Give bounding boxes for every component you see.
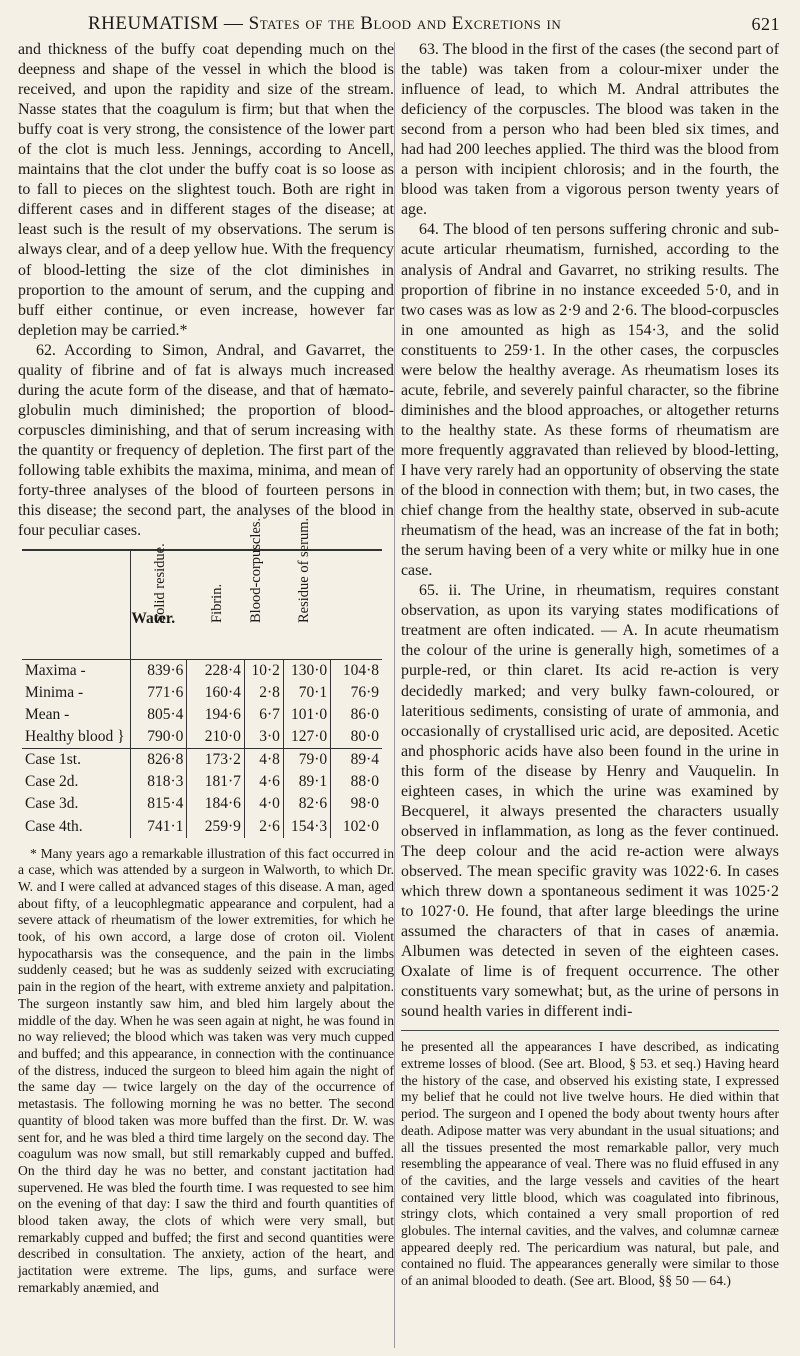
paragraph-65: 65. ii. The Urine, in rheumatism, requires constant observation, as upon its varying states modifications of treatment are often indicated. — A. In acute rheumatism the colour of the urine is generally high, sometimes of a purple-red, or thin claret. Its acid re-action is very decidedly marked; and very bulky fawn-coloured, or lateritious sediments, consisting of urate of ammonia, and occasionally of crystallised uric acid, are deposited. Acetic and phosphoric acids have also been found in the urine in this form of the disease by Henry and Vauquelin. In eighteen cases, in which the urine was examined by Becquerel, it always presented the characters usually observed in inflammation, as long as the fever continued. The deep colour and the acid re-action were always observed. The mean specific gravity was 1022·6. In cases which threw down a spontaneous sediment it was 1025·2 to 1027·0. He found, that after large bleedings the urine assumed the characters of that in cases of anæmia. Albumen was detected in seven of the eighteen cases. Oxalate of lime is of frequent occurrence. The other constituents vary somewhat; but, as the urine of persons in sound health varies in different indi- bbox=[401, 582, 779, 1021]
left-column bbox=[18, 40, 394, 1297]
column-header-water: Water. bbox=[131, 550, 187, 660]
footnote-left bbox=[18, 846, 394, 1297]
blood-analysis-table bbox=[22, 518, 382, 837]
table-corner bbox=[22, 550, 131, 660]
table-row: Healthy blood } 790·0 210·0 3·0 127·0 80·0 bbox=[22, 726, 382, 749]
footnote-rule bbox=[401, 1030, 779, 1031]
column-header-solid-residue: Solid residue. bbox=[187, 550, 245, 660]
paragraph-64: 64. The blood of ten persons suffering chronic and sub-acute articular rheumatism, furnished, according to the analysis of Andral and Gavarret, no striking results. The proportion of fibrine in no instance exceeded 5·0, and in two cases was as low as 2·9 and 2·6. The blood-corpuscles in one amounted as high as 154·3, and the solid constituents to 259·1. In the other cases, the corpuscles were below the healthy average. As rheumatism loses its acute, febrile, and severely painful character, so the fibrine diminishes and the blood approaches, or altogether returns to the healthy state. As these forms of rheumatism are more frequently aggravated than relieved by blood-letting, I have very rarely had an opportunity of observing the state of the blood in connection with them; but, in two cases, the chief change from the healthy state, observed in sub-acute rheumatism of the head, was an increase of the fat in both; the serum having been of a very white or milky hue in one case. bbox=[401, 221, 779, 580]
footnote-right bbox=[401, 1039, 779, 1290]
column-divider bbox=[394, 42, 395, 1348]
table-row: Case 3d. 815·4 184·6 4·0 82·6 98·0 bbox=[22, 793, 382, 815]
table-row: Case 2d. 818·3 181·7 4·6 89·1 88·0 bbox=[22, 771, 382, 793]
page-number: 621 bbox=[751, 13, 780, 34]
footnote-text: * Many years ago a remarkable illustration of this fact occurred in a case, which was attended by a surgeon in Walworth, to which Dr. W. and I were called at advanced stages of this disease. A man, aged about fifty, of a leucophlegmatic appearance and corpulent, had a severe attack of rheumatism of the lower extremities, for which he took, of his own accord, a large dose of croton oil. Violent hypocatharsis was the consequence, and the pain in the limbs suddenly ceased; but he was as suddenly seized with excruciating pain in the region of the heart, with extreme anxiety and palpitation. The surgeon instantly saw him, and bled him largely about the middle of the day. When he was seen again at night, he was found in no way relieved; the blood which was taken was very much cupped and buffed; and this appearance, in connection with the continuance of the distress, induced the surgeon to bleed him again the night of the same day — twice largely on the day of the occurrence of metastasis. The following morning he was no better. The second quantity of blood taken was more buffed than the first. Dr. W. was sent for, and he was bled a third time largely on the second day. The coagulum was now small, but still remarkably cupped and buffed. On the third day he was no better, and constant jactitation had supervened. He was bled the fourth time. I was requested to see him on the evening of that day: I saw the third and fourth quantities of blood taken away, the clots of which were very small, but remarkably cupped and buffed; the first and second quantities were described in consultation. The anxiety, action of the heart, and jactitation were extreme. The lips, gums, and surface were remarkably anæmied, and bbox=[18, 845, 394, 1295]
table-header-row bbox=[22, 550, 382, 660]
footnote-continuation: he presented all the appearances I have described, as indicating extreme losses of blood. (See art. Blood, § 53. et seq.) Having heard the history of the case, and observed his existing state, I expressed my belief that he could not live twelve hours. He died within that period. The surgeon and I opened the body about twenty hours after death. Adipose matter was very abundant in the usual situations; and all the tissues presented the most remarkable pallor, very much resembling the appearance of veal. There was no fluid effused in any of the cavities, and the large vessels and cavities of the heart contained very little blood, which was coagulated into fibrinous, stringy clots, which contained a very small proportion of red globules. The internal cavities, and the valves, and columnæ carneæ appeared deeply red. The pericardium was natural, but pale, and contained no fluid. The appearances generally were similar to those of an animal blooded to death. (See art. Blood, §§ 50 — 64.) bbox=[401, 1039, 779, 1289]
column-header-fibrin: Fibrin. bbox=[244, 550, 283, 660]
right-column bbox=[401, 40, 779, 1290]
column-header-residue-of-serum: Residue of serum. bbox=[331, 550, 382, 660]
table-row: Maxima - 839·6 228·4 10·2 130·0 104·8 bbox=[22, 660, 382, 683]
running-head bbox=[88, 10, 780, 38]
paragraph-62: 62. According to Simon, Andral, and Gavarret, the quality of fibrine and of fat is always much increased during the acute form of the disease, and that of hæmato-globulin much diminished; the proportion of blood-corpuscles diminishing, and that of serum increasing with the quantity or frequency of depletion. The first part of the following table exhibits the maxima, minima, and mean of forty-three analyses of the blood of fourteen persons in this disease; the second part, the analyses of the blood in four peculiar cases. bbox=[18, 341, 394, 540]
running-head-title: RHEUMATISM — States of the Blood and Excretions in bbox=[88, 13, 562, 34]
paragraph-63: 63. The blood in the first of the cases (the second part of the table) was taken from a colour-mixer under the influence of lead, to which M. Andral attributes the deficiency of the corpuscles. The blood was taken in the second from a person who had been bled six times, and had had 200 leeches applied. The third was the blood from a person with incipient chlorosis; and in the fourth, the blood was taken from a vigorous person twenty years of age. bbox=[401, 41, 779, 219]
table-row: Case 1st. 826·8 173·2 4·8 79·0 89·4 bbox=[22, 749, 382, 772]
column-header-blood-corpuscles: Blood-corpuscles. bbox=[283, 550, 330, 660]
paragraph-continuation: and thickness of the buffy coat depending much on the deepness and shape of the vessel in which the blood is received, and upon the rapidity and size of the stream. Nasse states that the coagulum is firm; but that when the buffy coat is very strong, the consistence of the lower part of the clot is much less. Jennings, according to Ancell, maintains that the clot under the buffy coat is so loose as to fall to pieces on the slightest touch. Both are right in different cases and in different stages of the disease; at least such is the result of my observations. The serum is always clear, and of a deep yellow hue. With the frequency of blood-letting the size of the clot diminishes in proportion to the amount of serum, and the cupping and buff either continue, or even increase, however far depletion may be carried.* bbox=[18, 41, 394, 339]
table-row: Case 4th. 741·1 259·9 2·6 154·3 102·0 bbox=[22, 816, 382, 838]
table-row: Mean - 805·4 194·6 6·7 101·0 86·0 bbox=[22, 704, 382, 726]
table-row: Minima - 771·6 160·4 2·8 70·1 76·9 bbox=[22, 682, 382, 704]
